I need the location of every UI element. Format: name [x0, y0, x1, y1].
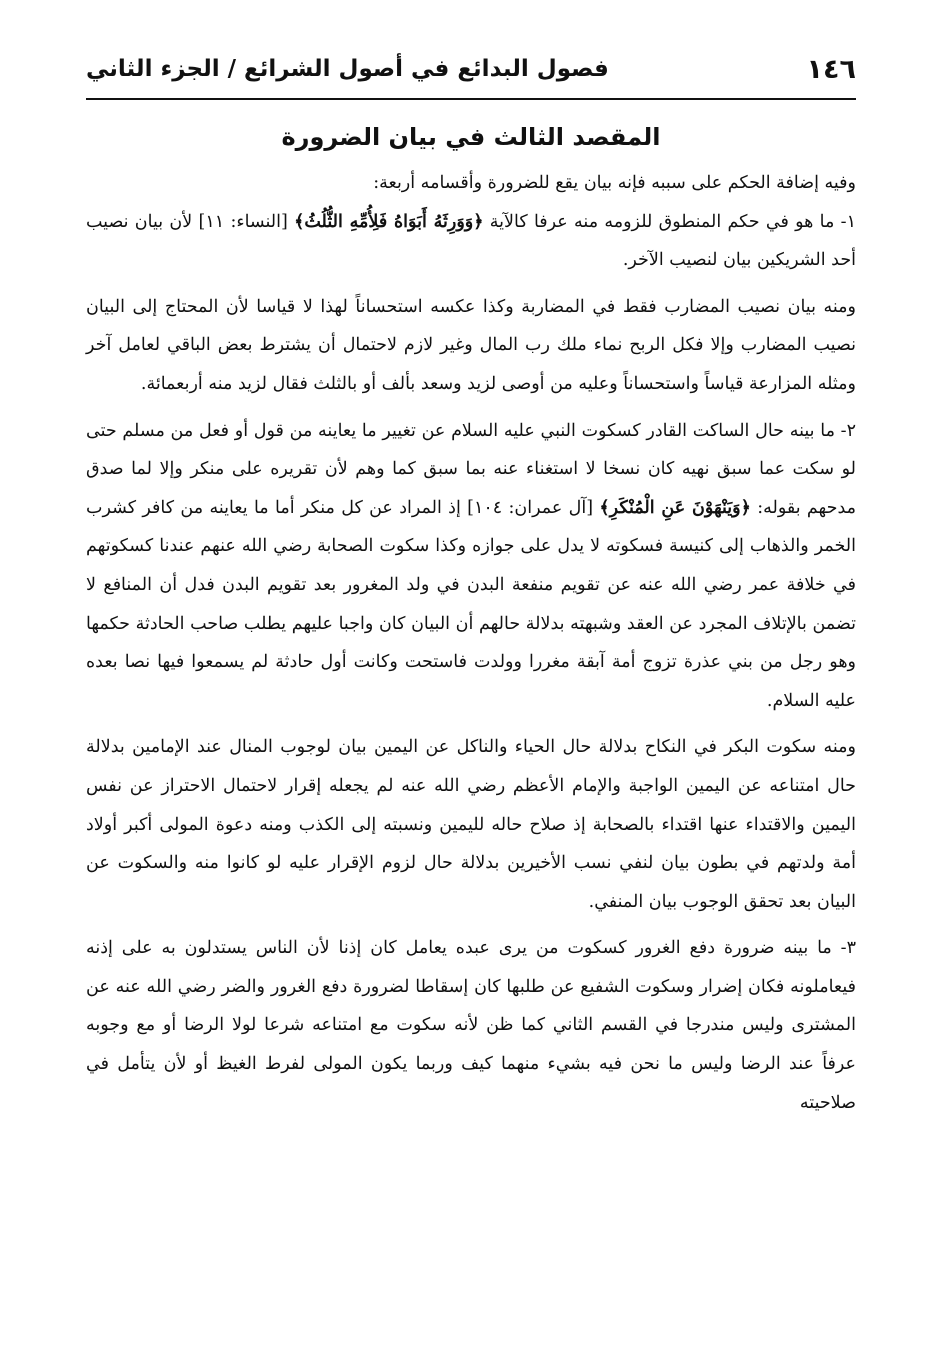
- body-text: [86, 164, 856, 1341]
- paragraph-5: ٣- ما بينه ضرورة دفع الغرور كسكوت من يرى عبده يعامل كان إذنا لأن الناس يستدلون به على إذنه فيعاملونه فكان إضرار وسكوت الشفيع عن طلبها كان إسقاطا لضرورة دفع الغرور والضر رضي الله عنه عن المشترى وليس مندرجا في القسم الثاني كما ظن لأنه سكوت مع امتناعه شرعا لولا الرضا أو مع وجوبه عرفاً عند الرضا وليس ما نحن فيه بشيء منهما كيف وربما يكون المولى لفرط الغيظ أو لأن يتأمل في صلاحيته: [86, 938, 856, 1113]
- page-number: ١٤٦: [806, 53, 856, 85]
- paragraph-3-text: ٢- ما بينه حال الساكت القادر كسكوت النبي عليه السلام عن تغيير ما يعاينه من قول أو فعل من مسلم حتى لو سكت عما سبق نهيه كان نسخا لا استغناء عنه بما سبق كما وهم لأن تقريره على منكر وإلا لما صدق مدحهم بقوله:: [86, 420, 856, 518]
- paragraph-3: [86, 412, 856, 721]
- paragraph-3-rest: [آل عمران: ١٠٤] إذ المراد عن كل منكر أما ما يعاينه من كافر كشرب الخمر والذهاب إلى كنيسة فسكوته لا يدل على جوازه وكذا سكوت الصحابة رضي الله عنهم عندنا كسكوتهم في خلافة عمر رضي الله عنه عن تقويم منفعة البدن في ولد المغرور بعد تقويم البدن فدل أن المنافع لا تضمن بالإتلاف المجرد عن العقد وشبهته بدلالة حالهم أن البيان كان واجبا عليهم يطلب صاحب الحادثة حكمها وهو رجل من بني عذرة تزوج أمة آبقة مغررا وولدت فاستحت وكانت أول حادثة لم يسمعوا فيها نصا بعده عليه السلام.: [86, 497, 856, 711]
- header-rule: [86, 98, 856, 100]
- quran-verse-1: ﴿وَوَرِثَهُ أَبَوَاهُ فَلِأُمِّهِ الثُّلُثُ﴾: [294, 211, 484, 232]
- paragraph-1-text: ١- ما هو في حكم المنطوق للزومه منه عرفا كالآية: [483, 211, 856, 232]
- running-header: [86, 44, 856, 94]
- section-title: المقصد الثالث في بيان الضرورة: [281, 123, 661, 151]
- paragraph-2: ومنه بيان نصيب المضارب فقط في المضاربة وكذا عكسه استحساناً لهذا لا قياسا لأن المحتاج إلى البيان نصيب المضارب وإلا فكل الربح نماء ملك رب المال وغير لازم لاحتمال أن يشترط بعض الباقي لعامل آخر ومثله المزارعة قياساً واستحساناً وعليه من أوصى لزيد وسعد بألف أو بالثلث فقال لزيد منه أربعمائة.: [86, 296, 856, 394]
- book-title: فصول البدائع في أصول الشرائع / الجزء الثاني: [86, 56, 609, 82]
- paragraph-1-rest: [النساء: ١١] لأن بيان نصيب أحد الشريكين بيان لنصيب الآخر.: [86, 211, 856, 271]
- quran-verse-2: ﴿وَيَنْهَوْنَ عَنِ الْمُنْكَرِ﴾: [599, 497, 751, 518]
- paragraph-4: ومنه سكوت البكر في النكاح بدلالة حال الحياء والناكل عن اليمين بيان لوجوب المنال عند الإمامين بدلالة حال امتناعه عن اليمين الواجبة والإمام الأعظم رضي الله عنه لم يجعله إقرار لاحتمال الاحتراز عن نفس اليمين والاقتداء عنها اقتداء بالصحابة إذ صلاح حاله لليمين ونسبته إلى الكذب ومنه دعوة المولى أكبر أولاد أمة ولدتهم في بطون بيان لنفي نسب الأخيرين بدلالة حال لزوم الإقرار عليه لو كانوا منه والسكوت عن البيان بعد تحقق الوجوب بيان المنفي.: [86, 737, 856, 912]
- intro-paragraph: وفيه إضافة الحكم على سببه فإنه بيان يقع للضرورة وأقسامه أربعة:: [373, 173, 856, 193]
- paragraph-1: [86, 203, 856, 280]
